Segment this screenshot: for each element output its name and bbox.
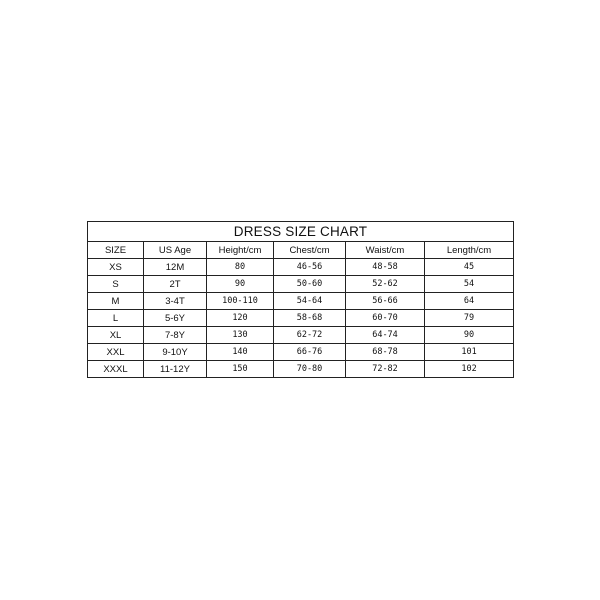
size-cell: XXXL xyxy=(88,361,144,378)
table-row xyxy=(88,310,514,327)
waist-cell: 52-62 xyxy=(346,276,425,293)
dress-size-chart-table xyxy=(87,221,514,378)
column-header-waist: Waist/cm xyxy=(346,242,425,259)
us-age-cell: 9-10Y xyxy=(144,344,207,361)
size-cell: S xyxy=(88,276,144,293)
table-row xyxy=(88,327,514,344)
waist-cell: 72-82 xyxy=(346,361,425,378)
length-cell: 45 xyxy=(425,259,514,276)
chest-cell: 70-80 xyxy=(274,361,346,378)
header-row xyxy=(88,242,514,259)
us-age-cell: 2T xyxy=(144,276,207,293)
size-cell: L xyxy=(88,310,144,327)
chest-cell: 50-60 xyxy=(274,276,346,293)
chest-cell: 62-72 xyxy=(274,327,346,344)
waist-cell: 60-70 xyxy=(346,310,425,327)
chest-cell: 54-64 xyxy=(274,293,346,310)
waist-cell: 64-74 xyxy=(346,327,425,344)
waist-cell: 68-78 xyxy=(346,344,425,361)
length-cell: 102 xyxy=(425,361,514,378)
height-cell: 120 xyxy=(207,310,274,327)
table-row xyxy=(88,361,514,378)
chest-cell: 58-68 xyxy=(274,310,346,327)
waist-cell: 56-66 xyxy=(346,293,425,310)
height-cell: 130 xyxy=(207,327,274,344)
chest-cell: 66-76 xyxy=(274,344,346,361)
size-cell: XL xyxy=(88,327,144,344)
table-row xyxy=(88,344,514,361)
height-cell: 140 xyxy=(207,344,274,361)
length-cell: 79 xyxy=(425,310,514,327)
waist-cell: 48-58 xyxy=(346,259,425,276)
column-header-us-age: US Age xyxy=(144,242,207,259)
table-row xyxy=(88,276,514,293)
size-cell: XXL xyxy=(88,344,144,361)
us-age-cell: 11-12Y xyxy=(144,361,207,378)
us-age-cell: 5-6Y xyxy=(144,310,207,327)
table-row xyxy=(88,259,514,276)
length-cell: 101 xyxy=(425,344,514,361)
us-age-cell: 12M xyxy=(144,259,207,276)
size-cell: M xyxy=(88,293,144,310)
us-age-cell: 3-4T xyxy=(144,293,207,310)
chart-title: DRESS SIZE CHART xyxy=(88,222,514,242)
column-header-length: Length/cm xyxy=(425,242,514,259)
size-cell: XS xyxy=(88,259,144,276)
height-cell: 150 xyxy=(207,361,274,378)
column-header-size: SIZE xyxy=(88,242,144,259)
length-cell: 64 xyxy=(425,293,514,310)
size-chart-container xyxy=(87,221,513,378)
title-row xyxy=(88,222,514,242)
length-cell: 90 xyxy=(425,327,514,344)
us-age-cell: 7-8Y xyxy=(144,327,207,344)
column-header-chest: Chest/cm xyxy=(274,242,346,259)
height-cell: 90 xyxy=(207,276,274,293)
chest-cell: 46-56 xyxy=(274,259,346,276)
length-cell: 54 xyxy=(425,276,514,293)
column-header-height: Height/cm xyxy=(207,242,274,259)
height-cell: 80 xyxy=(207,259,274,276)
table-row xyxy=(88,293,514,310)
height-cell: 100-110 xyxy=(207,293,274,310)
